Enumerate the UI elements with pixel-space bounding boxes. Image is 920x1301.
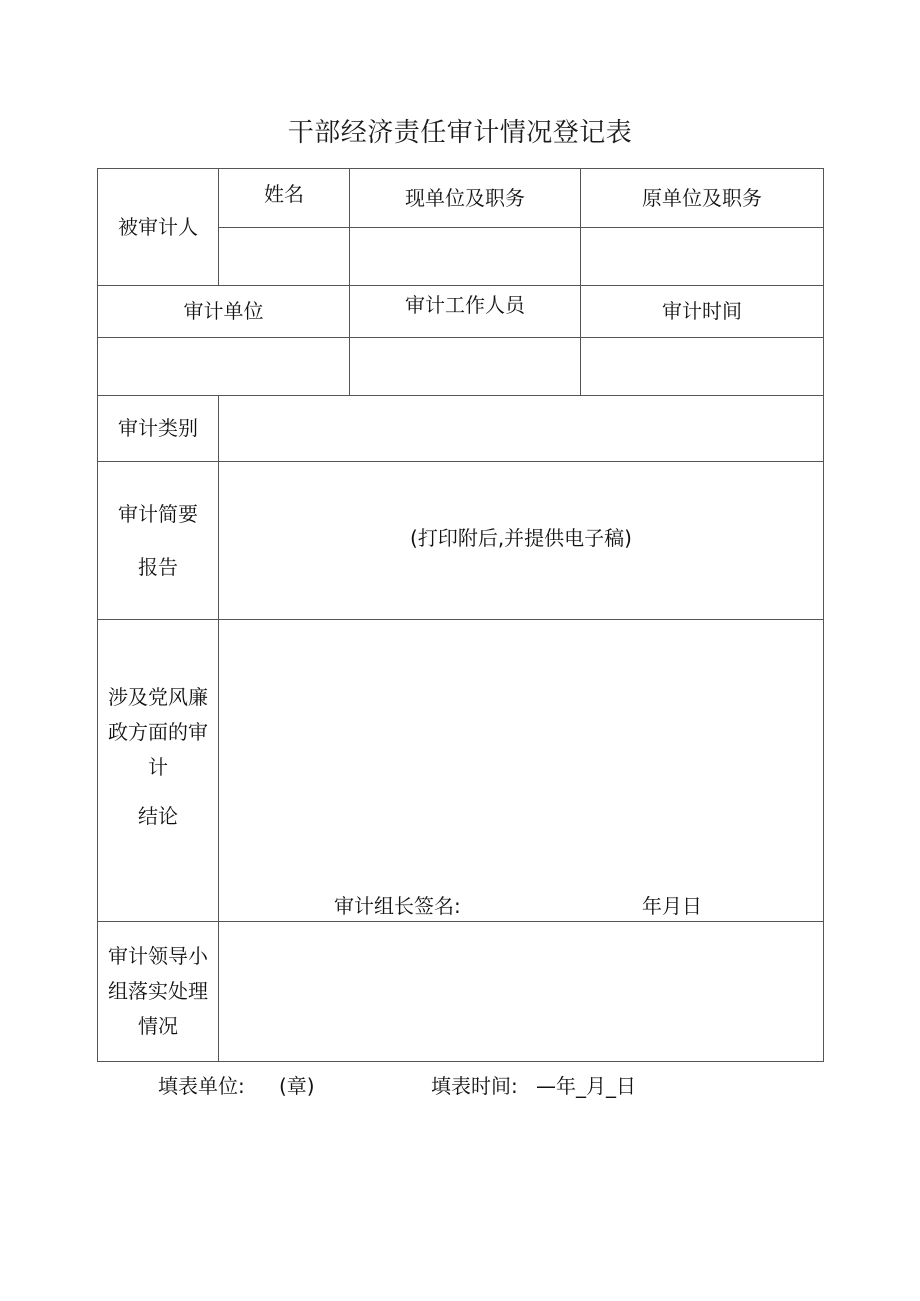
handling-label-line3: 情况: [138, 1014, 178, 1038]
brief-report-label-cell: [98, 462, 219, 620]
conclusion-value-cell[interactable]: [219, 620, 824, 922]
current-unit-header-cell: [350, 169, 581, 228]
audit-staff-header: 审计工作人员: [405, 293, 525, 317]
brief-report-label-line1: 审计简要: [118, 501, 198, 526]
form-title: 干部经济责任审计情况登记表: [287, 118, 633, 148]
filling-time-label: 填表时间:: [431, 1074, 518, 1098]
audit-time-header-cell: [581, 286, 824, 338]
conclusion-label-line2: 政方面的审: [108, 719, 208, 744]
audit-staff-value-cell[interactable]: [350, 338, 581, 396]
audit-category-label: 审计类别: [118, 416, 198, 440]
handling-label: [98, 939, 218, 1044]
audit-time-value-cell[interactable]: [581, 338, 824, 396]
seal-label: (章): [279, 1074, 315, 1098]
handling-label-line2: 组落实处理: [108, 979, 208, 1003]
conclusion-label-cell: [98, 620, 219, 922]
conclusion-label-line4: 结论: [138, 803, 178, 828]
handling-label-line1: 审计领导小: [108, 944, 208, 968]
brief-report-label-line2: 报告: [138, 554, 178, 579]
former-unit-value-cell[interactable]: [581, 228, 824, 286]
audit-category-label-cell: [98, 396, 219, 462]
form-footer: [0, 1070, 920, 1100]
filling-unit-label: 填表单位:: [158, 1074, 245, 1098]
filling-time-value: —年_月_日: [536, 1074, 636, 1098]
leader-signature-date: 年月日: [642, 894, 702, 918]
current-unit-header: 现单位及职务: [405, 185, 525, 210]
current-unit-value-cell[interactable]: [350, 228, 581, 286]
name-header: 姓名: [264, 181, 304, 206]
brief-report-note: (打印附后,并提供电子稿): [410, 526, 632, 550]
name-header-cell: [219, 169, 350, 228]
audit-unit-header: 审计单位: [183, 299, 264, 323]
auditee-label: 被审计人: [118, 214, 198, 239]
audit-registration-table: [97, 168, 824, 1062]
audit-staff-header-cell: [350, 286, 581, 338]
auditee-label-cell: [98, 169, 219, 286]
brief-report-value-cell[interactable]: [219, 462, 824, 620]
audit-category-value-cell[interactable]: [219, 396, 824, 462]
former-unit-header-cell: [581, 169, 824, 228]
brief-report-label: [98, 501, 218, 581]
handling-label-cell: [98, 922, 219, 1062]
conclusion-label: [98, 680, 218, 834]
conclusion-content: [219, 621, 823, 921]
audit-time-header: 审计时间: [662, 299, 742, 323]
audit-unit-value-cell[interactable]: [98, 338, 350, 396]
handling-value-cell[interactable]: [219, 922, 824, 1062]
audit-unit-header-cell: [98, 286, 350, 338]
former-unit-header: 原单位及职务: [642, 185, 762, 210]
leader-signature-label: 审计组长签名:: [334, 894, 461, 918]
conclusion-label-line3: 计: [148, 754, 168, 779]
name-value-cell[interactable]: [219, 228, 350, 286]
conclusion-label-line1: 涉及党风廉: [108, 684, 208, 709]
